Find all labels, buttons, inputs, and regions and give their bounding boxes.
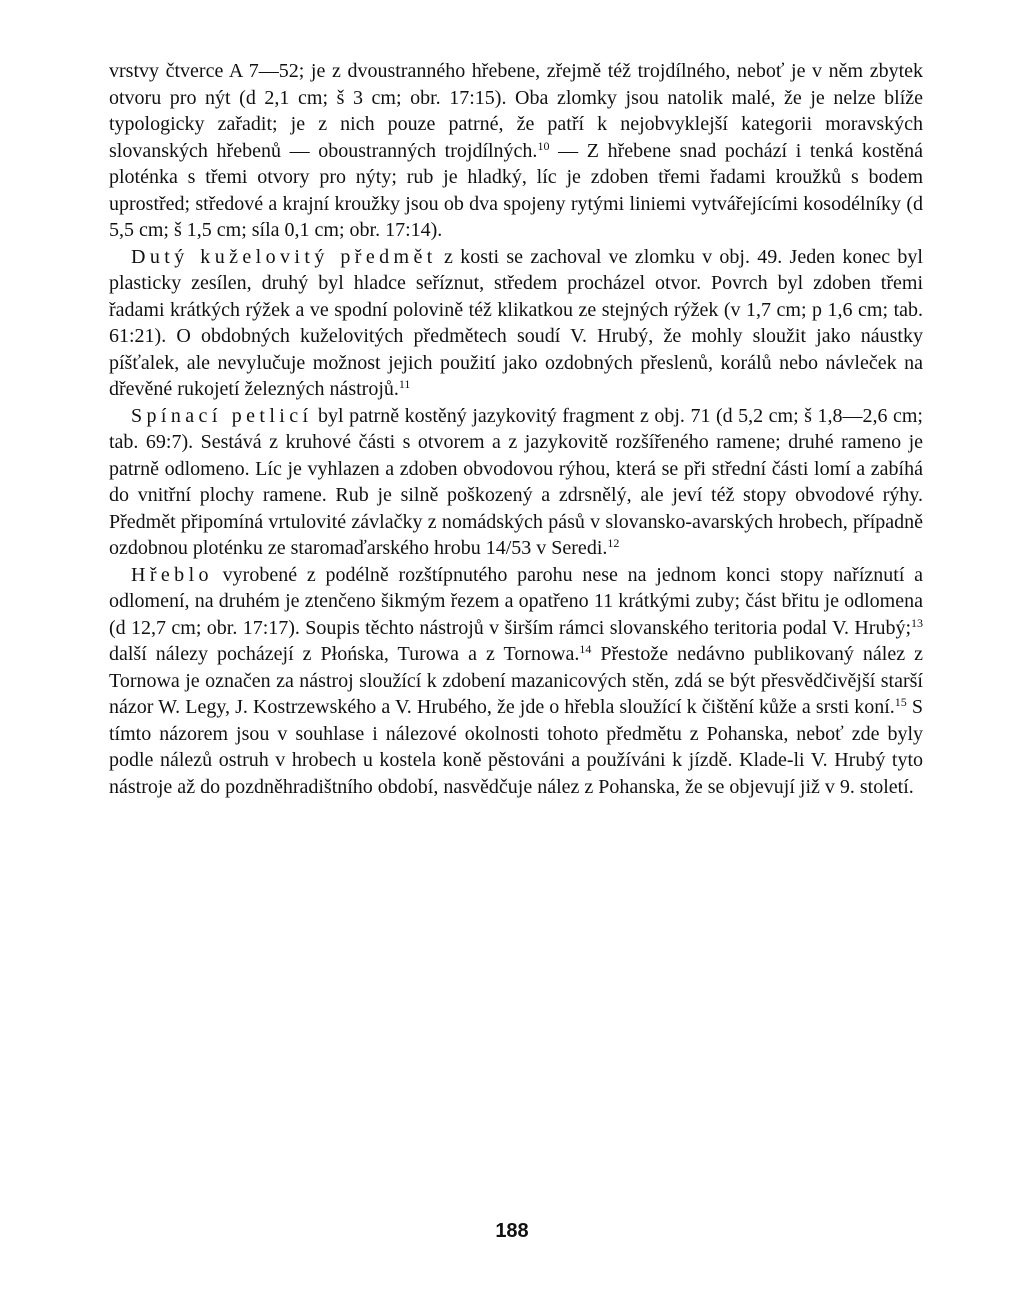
page-number: 188	[495, 1220, 529, 1242]
footnote-ref: 15	[894, 695, 907, 709]
footnote-ref: 14	[579, 642, 592, 656]
text-run: — Z hřebene snad pochází i tenká kostěná ploténka s třemi otvory pro nýty; rub je hladký, líc je zdoben třemi řadami kroužků s bodem uprostřed; středové a krajní kroužky jsou ob dva spojeny rytými liniemi vytvářejícími kosodélníky (d 5,5 cm; š 1,5 cm; síla 0,1 cm; obr. 17:14).	[109, 139, 923, 241]
page-body	[109, 58, 923, 800]
text-run: z kosti se zachoval ve zlomku v obj. 49. Jeden konec byl plasticky zesílen, druhý byl hladce seříznut, středem procházel otvor. Povrch byl zdoben třemi řadami krátkých rýžek a ve spodní polovině též klikatkou ze stejných rýžek (v 1,7 cm; p 1,6 cm; tab. 61:21). O obdobných kuželovitých předmětech soudí V. Hrubý, že mohly sloužit jako náustky píšťalek, ale nevylučuje možnost jejich použití jako ozdobných přeslenů, korálů nebo návleček na dřevěné rukojetí železných nástrojů.	[109, 245, 923, 400]
section-term: Dutý kuželovitý předmět	[131, 245, 437, 268]
paragraph-4	[109, 562, 923, 801]
paragraph-1	[109, 58, 923, 244]
text-run: Přestože nedávno publikovaný nález z Tornowa je označen za nástroj sloužící k zdobení mazanicových stěn, zdá se být přesvědčivější starší názor W. Legy, J. Kostrzewského a V. Hrubého, že jde o hřebla sloužící k čištění kůže a srsti koní.	[109, 643, 924, 718]
footnote-ref: 12	[607, 536, 620, 550]
text-run: byl patrně kostěný jazykovitý fragment z obj. 71 (d 5,2 cm; š 1,8—2,6 cm; tab. 69:7). Sestává z kruhové části s otvorem a z jazykovitě rozšířeného ramene; druhé rameno je patrně odlomeno. Líc je vyhlazen a zdoben obvodovou rýhou, která se při střední části lomí a zabíhá do vnitřní plochy ramene. Rub je silně poškozený a zdrsnělý, ale jeví též stopy obvodové rýhy. Předmět připomíná vrtulovité závlačky z nomádských pásů v slovansko-avarských hrobech, případně ozdobnou ploténku ze staromaďarského hrobu 14/53 v Seredi.	[109, 404, 923, 559]
text-run: vrstvy čtverce A 7—52; je z dvoustranného hřebene, zřejmě též trojdílného, neboť je v něm zbytek otvoru pro nýt (d 2,1 cm; š 3 cm; obr. 17:15). Oba zlomky jsou natolik malé, že je nelze blíže typologicky zařadit; je z nich pouze patrné, že patří k nejobvyklejší kategorii moravských slovanských hřebenů — oboustranných trojdílných.	[109, 60, 923, 162]
text-run: další nálezy pocházejí z Płońska, Turowa a z Tornowa.	[109, 643, 580, 665]
footnote-ref: 11	[398, 377, 411, 391]
footnote-ref: 10	[537, 138, 550, 153]
text-run: S tímto názorem jsou v souhlase i nálezové okolnosti tohoto předmětu z Pohanska, neboť zde byly podle nálezů ostruh v hrobech u kostela koně pěstováni a používáni k jízdě. Klade-li V. Hrubý tyto nástroje až do pozdněhradištního období, nasvědčuje nález z Pohanska, že se objevují již v 9. století.	[109, 696, 923, 798]
text-run: vyrobené z podélně rozštípnutého parohu nese na jednom konci stopy naříznutí a odlomení, na druhém je ztenčeno šikmým řezem a opatřeno 11 krátkými zuby; část břitu je odlomena (d 12,7 cm; obr. 17:17). Soupis těchto nástrojů v širším rámci slovanského teritoria podal V. Hrubý;	[109, 563, 923, 639]
section-term: Hřeblo	[131, 563, 213, 586]
section-term: Spínací petlicí	[131, 404, 313, 427]
paragraph-2	[109, 244, 923, 403]
footnote-ref: 13	[911, 615, 923, 630]
paragraph-3	[109, 403, 923, 562]
